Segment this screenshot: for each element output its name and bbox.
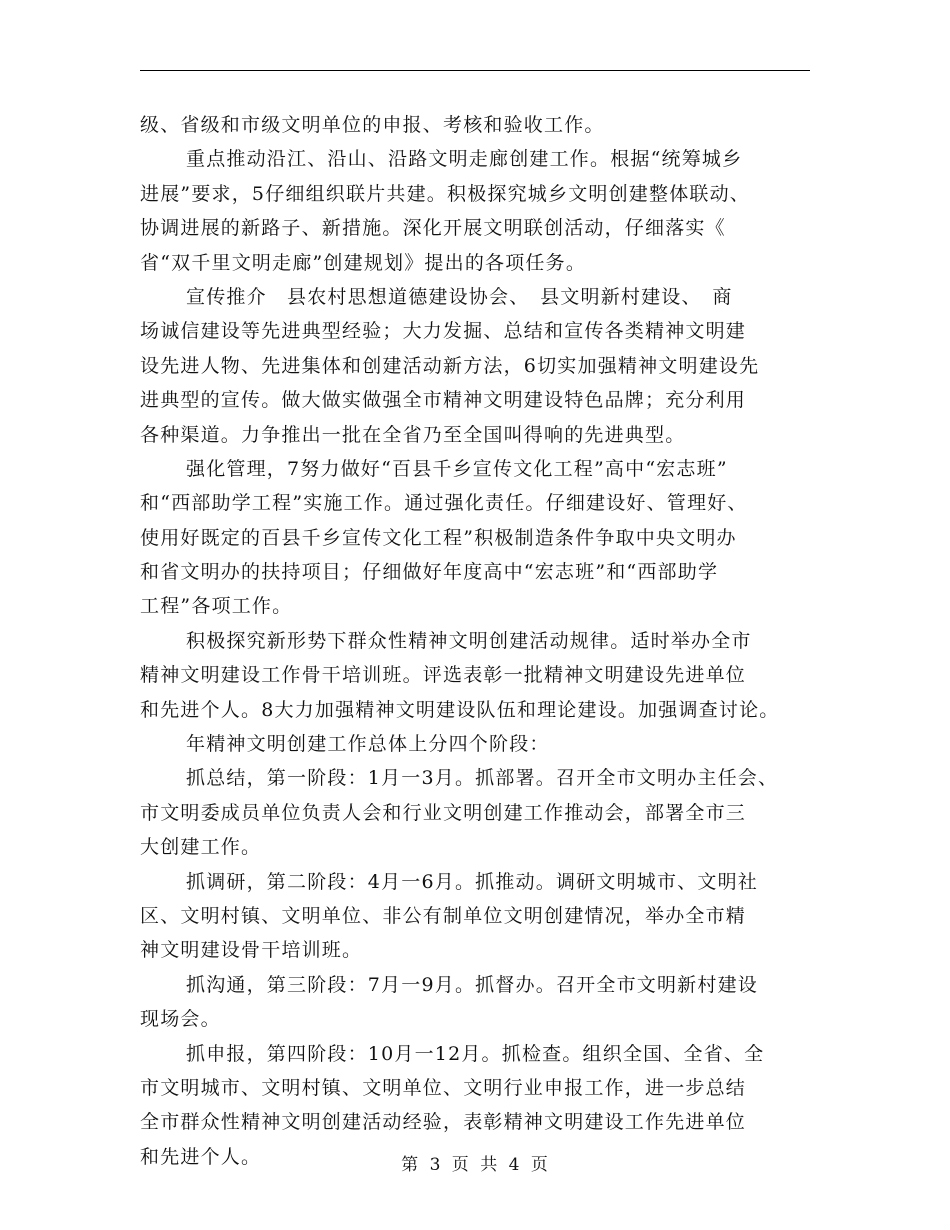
text-line: 宣传推介 县农村思想道德建设协会、 县文明新村建设、 商 [186,285,733,308]
text-line: 进典型的宣传。做大做实做强全市精神文明建设特色品牌；充分利用 [140,389,747,412]
text-line: 和先进个人。8大力加强精神文明建设队伍和理论建设。加强调查讨论。 [140,698,780,721]
text-line: 大创建工作。 [140,836,262,859]
text-line: 级、省级和市级文明单位的申报、考核和验收工作。 [140,114,605,136]
text-line: 设先进人物、先进集体和创建活动新方法，6切实加强精神文明建设先 [140,354,760,377]
text-line: 全市群众性精神文明创建活动经验，表彰精神文明建设工作先进单位 [140,1111,747,1134]
text-line: 工程”各项工作。 [140,595,293,618]
text-line: 协调进展的新路子、新措施。深化开展文明联创活动，仔细落实《 [140,217,726,240]
text-line: 抓总结，第一阶段：1月一3月。抓部署。召开全市文明办主任会、 [186,767,779,790]
text-line: 和“西部助学工程”实施工作。通过强化责任。仔细建设好、管理好、 [140,492,748,515]
body-text [140,108,830,1174]
text-line: 现场会。 [140,1008,221,1031]
text-line: 积极探究新形势下群众性精神文明创建活动规律。适时举办全市 [186,629,752,652]
text-line: 市文明城市、文明村镇、文明单位、文明行业申报工作，进一步总结 [140,1076,747,1099]
text-line: 重点推动沿江、沿山、沿路文明走廊创建工作。根据“统筹城乡 [186,148,743,171]
text-line: 年精神文明创建工作总体上分四个阶段： [186,733,550,756]
text-line: 抓沟通，第三阶段：7月一9月。抓督办。召开全市文明新村建设 [186,973,758,996]
text-line: 强化管理，7努力做好“百县千乡宣传文化工程”高中“宏志班” [186,457,728,480]
text-line: 和省文明办的扶持项目；仔细做好年度高中“宏志班”和“西部助学 [140,561,719,584]
text-line: 区、文明村镇、文明单位、非公有制单位文明创建情况，举办全市精 [140,904,747,927]
text-line: 进展”要求，5仔细组织联片共建。积极探究城乡文明创建整体联动、 [140,182,751,205]
text-line: 神文明建设骨干培训班。 [140,939,363,962]
text-line: 抓申报，第四阶段：10月一12月。抓检查。组织全国、全省、全 [186,1042,765,1065]
text-line: 精神文明建设工作骨干培训班。评选表彰一批精神文明建设先进单位 [140,664,747,687]
text-line: 和先进个人。 [140,1145,262,1168]
text-line: 市文明委成员单位负责人会和行业文明创建工作推动会，部署全市三 [140,801,747,824]
text-line: 场诚信建设等先进典型经验；大力发掘、总结和宣传各类精神文明建 [140,320,747,343]
text-line: 省“双千里文明走廊”创建规划》提出的各项任务。 [140,251,587,274]
text-line: 使用好既定的百县千乡宣传文化工程”积极制造条件争取中央文明办 [140,526,737,549]
text-line: 抓调研，第二阶段：4月一6月。抓推动。调研文明城市、文明社 [186,870,758,893]
text-line: 各种渠道。力争推出一批在全省乃至全国叫得响的先进典型。 [140,423,686,446]
page-footer: 第 3 页 共 4 页 [401,1155,549,1175]
header-rule [140,70,810,71]
